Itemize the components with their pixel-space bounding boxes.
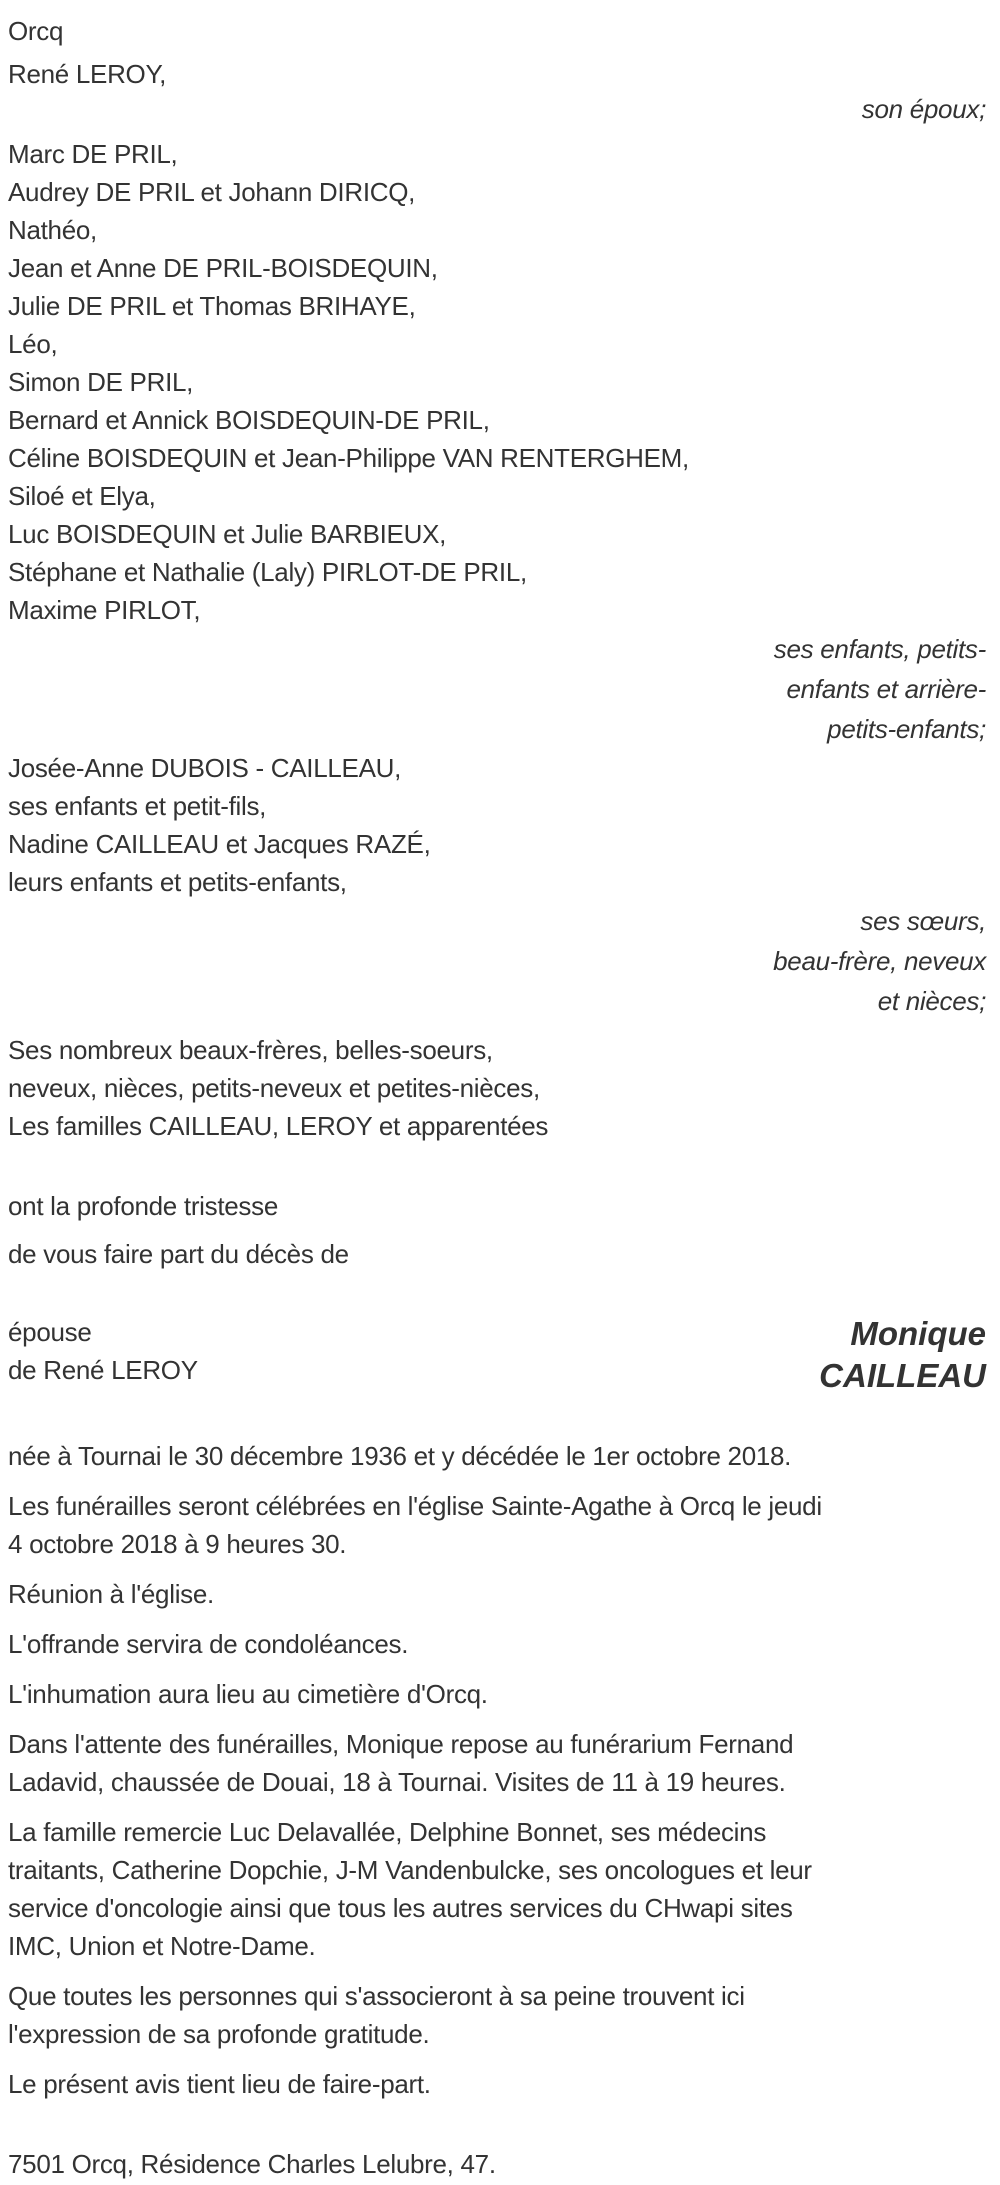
paragraph-line: IMC, Union et Notre-Dame. (8, 1931, 316, 1961)
paragraph-funeral-service (8, 1487, 986, 1563)
family-member-line: Nathéo, (8, 215, 97, 245)
siblings-names-list (8, 749, 986, 901)
relation-line: petits-enfants; (827, 714, 986, 744)
deceased-relation-line: épouse (8, 1317, 92, 1347)
paragraph-remerciements (8, 1813, 986, 1965)
relation-line: beau-frère, neveux (773, 946, 986, 976)
paragraph-line: La famille remercie Luc Delavallée, Delphine Bonnet, ses médecins (8, 1817, 767, 1847)
family-member-line: Simon DE PRIL, (8, 367, 194, 397)
extended-family-list (8, 1031, 986, 1145)
paragraph-line: service d'oncologie ainsi que tous les autres services du CHwapi sites (8, 1893, 793, 1923)
family-member-line: Audrey DE PRIL et Johann DIRICQ, (8, 177, 416, 207)
paragraph-line: Réunion à l'église. (8, 1579, 214, 1609)
relation-line: enfants et arrière- (786, 674, 986, 704)
deceased-first-name: Monique (850, 1315, 986, 1352)
paragraph-offrande (8, 1625, 986, 1663)
relation-line: et nièces; (877, 986, 986, 1016)
paragraph-funerarium (8, 1725, 986, 1801)
paragraph-line: traitants, Catherine Dopchie, J-M Vandenbulcke, ses oncologues et leur (8, 1855, 812, 1885)
paragraph-line: 4 octobre 2018 à 9 heures 30. (8, 1529, 347, 1559)
deceased-name-block (819, 1313, 986, 1397)
spouse-name-line: René LEROY, (8, 59, 167, 89)
family-member-line: Luc BOISDEQUIN et Julie BARBIEUX, (8, 519, 447, 549)
paragraph-birth-death (8, 1437, 986, 1475)
paragraph-gratitude (8, 1977, 986, 2053)
paragraph-line: née à Tournai le 30 décembre 1936 et y décédée le 1er octobre 2018. (8, 1441, 792, 1471)
paragraph-line: Que toutes les personnes qui s'associeront à sa peine trouvent ici (8, 1981, 745, 2011)
paragraph-line: L'inhumation aura lieu au cimetière d'Orcq. (8, 1679, 488, 1709)
paragraph-reunion (8, 1575, 986, 1613)
paragraph-line: Les funérailles seront célébrées en l'église Sainte-Agathe à Orcq le jeudi (8, 1491, 822, 1521)
family-member-line: Léo, (8, 329, 58, 359)
children-relation-label (8, 629, 986, 749)
family-member-line: Céline BOISDEQUIN et Jean-Philippe VAN RENTERGHEM, (8, 443, 689, 473)
paragraph-line: Le présent avis tient lieu de faire-part. (8, 2069, 431, 2099)
family-member-line: Julie DE PRIL et Thomas BRIHAYE, (8, 291, 416, 321)
deceased-relation-block (8, 1313, 198, 1389)
family-member-line: neveux, nièces, petits-neveux et petites-nièces, (8, 1073, 540, 1103)
family-member-line: Jean et Anne DE PRIL-BOISDEQUIN, (8, 253, 438, 283)
family-member-line: Josée-Anne DUBOIS - CAILLEAU, (8, 753, 402, 783)
address-line: 7501 Orcq, Résidence Charles Lelubre, 47. (8, 2149, 496, 2179)
family-member-line: Les familles CAILLEAU, LEROY et apparentées (8, 1111, 549, 1141)
paragraph-line: L'offrande servira de condoléances. (8, 1629, 409, 1659)
announcement-line-2: de vous faire part du décès de (8, 1239, 349, 1269)
children-names-list (8, 135, 986, 629)
paragraph-line: l'expression de sa profonde gratitude. (8, 2019, 430, 2049)
place-line: Orcq (8, 16, 64, 46)
relation-line: ses sœurs, (860, 906, 986, 936)
family-member-line: Ses nombreux beaux-frères, belles-soeurs, (8, 1035, 493, 1065)
notice-body (8, 1437, 986, 2103)
announcement-line-1: ont la profonde tristesse (8, 1191, 278, 1221)
paragraph-faire-part (8, 2065, 986, 2103)
family-member-line: Siloé et Elya, (8, 481, 156, 511)
siblings-relation-label (8, 901, 986, 1021)
paragraph-line: Ladavid, chaussée de Douai, 18 à Tournai. Visites de 11 à 19 heures. (8, 1767, 786, 1797)
deceased-row (8, 1313, 986, 1397)
family-member-line: Bernard et Annick BOISDEQUIN-DE PRIL, (8, 405, 490, 435)
deceased-last-name: CAILLEAU (819, 1357, 986, 1394)
deceased-relation-line: de René LEROY (8, 1355, 198, 1385)
relation-line: ses enfants, petits- (773, 634, 986, 664)
spouse-relation-label: son époux; (861, 94, 986, 124)
family-member-line: ses enfants et petit-fils, (8, 791, 267, 821)
family-member-line: leurs enfants et petits-enfants, (8, 867, 347, 897)
family-member-line: Marc DE PRIL, (8, 139, 178, 169)
family-member-line: Stéphane et Nathalie (Laly) PIRLOT-DE PRIL, (8, 557, 527, 587)
family-member-line: Nadine CAILLEAU et Jacques RAZÉ, (8, 829, 431, 859)
paragraph-inhumation (8, 1675, 986, 1713)
paragraph-line: Dans l'attente des funérailles, Monique repose au funérarium Fernand (8, 1729, 794, 1759)
family-member-line: Maxime PIRLOT, (8, 595, 201, 625)
